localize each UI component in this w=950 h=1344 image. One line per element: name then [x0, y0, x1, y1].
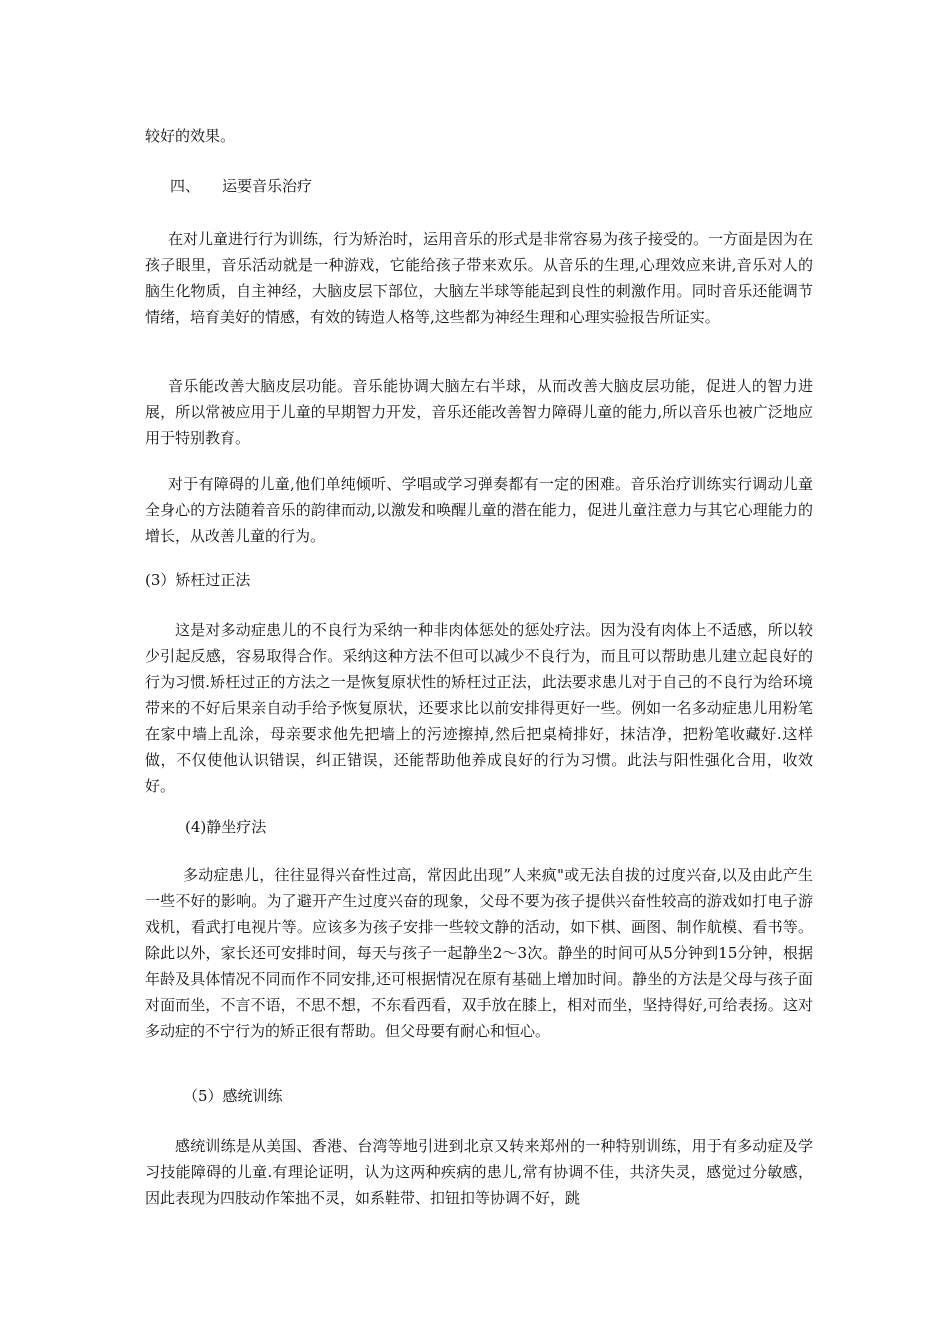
paragraph-cortex-function: 音乐能改善大脑皮层功能。音乐能协调大脑左右半球，从而改善大脑皮层功能，促进人的智力进展，所以常被应用于儿童的早期智力开发，音乐还能改善智力障碍儿童的能力,所以音乐也被广泛地应用于特别教育。	[145, 377, 813, 447]
subsection-heading-4: (4)静坐疗法	[185, 818, 267, 836]
subsection-heading-5: （5）感统训练	[183, 1087, 283, 1105]
paragraph-sensory-training: 感统训练是从美国、香港、台湾等地引进到北京又转来郑州的一种特别训练，用于有多动症及学习技能障碍的儿童.有理论证明，认为这两种疾病的患儿,常有协调不佳，共济失灵，感觉过分敏感，因此表现为四肢动作笨拙不灵，如系鞋带、扣钮扣等协调不好，跳	[145, 1137, 813, 1207]
paragraph-disabled-children: 对于有障碍的儿童,他们单纯倾听、学唱或学习弹奏都有一定的困难。音乐治疗训练实行调动儿童全身心的方法随着音乐的韵律而动,以激发和唤醒儿童的潜在能力，促进儿童注意力与其它心理能力的增长，从改善儿童的行为。	[145, 475, 813, 545]
paragraph-sitting-therapy: 多动症患儿，往往显得兴奋性过高，常因此出现”人来疯"或无法自拔的过度兴奋,以及由此产生一些不好的影响。为了避开产生过度兴奋的现象，父母不要为孩子提供兴奋性较高的游戏如打电子游戏机，看武打电视片等。应该多为孩子安排一些较文静的活动，如下棋、画图、制作航模、看书等。除此以外，家长还可安排时间，每天与孩子一起静坐2～3次。静坐的时间可从5分钟到15分钟，根据年龄及具体情况不同而作不同安排,还可根据情况在原有基础上增加时间。静坐的方法是父母与孩子面对面而坐，不言不语，不思不想，不东看西看，双手放在膝上，相对而坐，坚持得好,可给表扬。这对多动症的不宁行为的矫正很有帮助。但父母要有耐心和恒心。	[145, 866, 813, 1040]
section-title: 运要音乐治疗	[222, 177, 313, 195]
paragraph-intro-tail: 较好的效果。	[145, 127, 236, 145]
paragraph-music-therapy: 在对儿童进行行为训练，行为矫治时，运用音乐的形式是非常容易为孩子接受的。一方面是因为在孩子眼里，音乐活动就是一种游戏，它能给孩子带来欢乐。从音乐的生理,心理效应来讲,音乐对人的脑生化物质，自主神经，大脑皮层下部位，大脑左半球等能起到良性的刺激作用。同时音乐还能调节情绪，培育美好的情感，有效的铸造人格等,这些都为神经生理和心理实验报告所证实。	[145, 230, 814, 326]
paragraph-overcorrection: 这是对多动症患儿的不良行为采纳一种非肉体惩处的惩处疗法。因为没有肉体上不适感，所以较少引起反感，容易取得合作。采纳这种方法不但可以减少不良行为，而且可以帮助患儿建立起良好的行为习惯.矫枉过正的方法之一是恢复原状性的矫枉过正法，此法要求患儿对于自己的不良行为给环境带来的不好后果亲自动手给予恢复原状，还要求比以前安排得更好一些。例如一名多动症患儿用粉笔在家中墙上乱涂，母亲要求他先把墙上的污迹擦掉,然后把桌椅排好，抹洁净，把粉笔收藏好.这样做，不仅使他认识错误，纠正错误，还能帮助他养成良好的行为习惯。此法与阳性强化合用，收效好。	[145, 621, 813, 795]
section-heading-4	[170, 173, 312, 199]
subsection-heading-3: (3）矫枉过正法	[145, 571, 251, 589]
section-number: 四、	[170, 177, 201, 195]
